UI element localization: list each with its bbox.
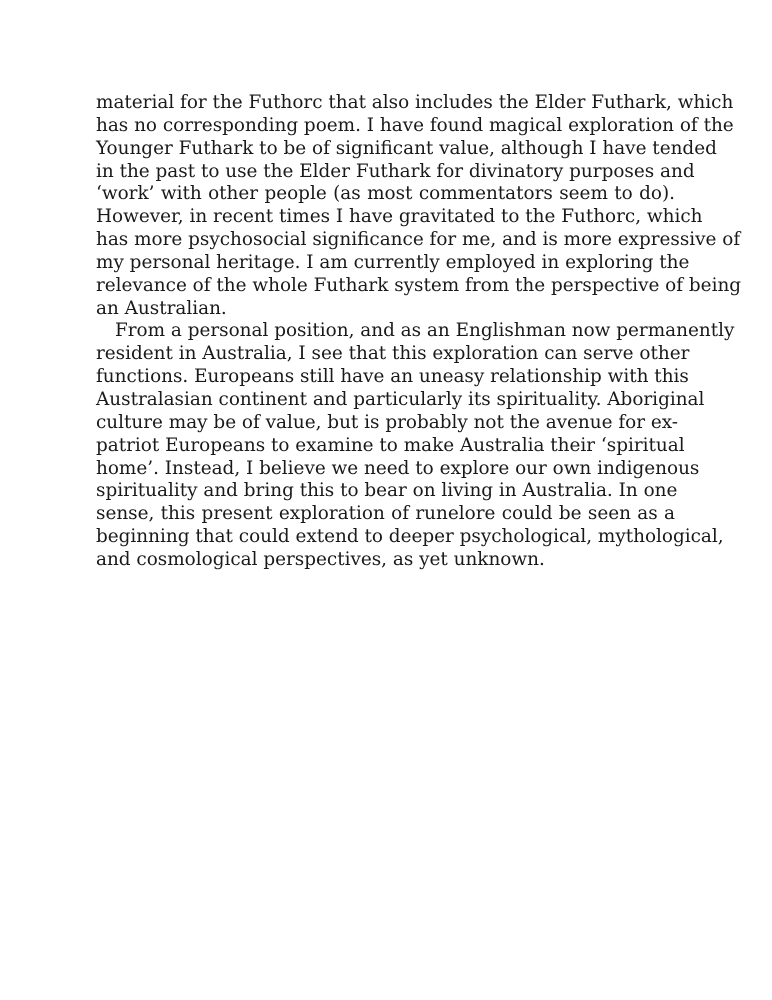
text-line: From a personal position, and as an Englishman now permanently: [115, 320, 735, 342]
text-line: relevance of the whole Futhark system from the perspective of being: [96, 274, 742, 296]
text-line: patriot Europeans to examine to make Australia their ‘spiritual: [96, 434, 685, 456]
text-line: functions. Europeans still have an uneasy relationship with this: [96, 366, 689, 388]
text-line: Australasian continent and particularly its spirituality. Aboriginal: [96, 388, 705, 410]
text-line: material for the Futhorc that also includes the Elder Futhark, which: [96, 92, 734, 113]
paragraph-1: [96, 92, 742, 320]
text-line: culture may be of value, but is probably not the avenue for ex-: [96, 411, 679, 433]
text-line: an Australian.: [96, 297, 227, 319]
text-line: sense, this present exploration of runelore could be seen as a: [96, 503, 675, 525]
body-text: [96, 92, 742, 572]
text-line: has no corresponding poem. I have found magical exploration of the: [96, 114, 734, 136]
text-line: resident in Australia, I see that this exploration can serve other: [96, 343, 690, 365]
text-line: Younger Futhark to be of significant value, although I have tended: [96, 137, 717, 159]
paragraph-2: [96, 320, 735, 571]
text-line: my personal heritage. I am currently employed in exploring the: [96, 251, 690, 273]
text-line: ‘work’ with other people (as most commentators seem to do).: [96, 183, 675, 205]
text-line: and cosmological perspectives, as yet unknown.: [96, 548, 545, 570]
text-line: However, in recent times I have gravitated to the Futhorc, which: [96, 206, 703, 228]
text-line: beginning that could extend to deeper psychological, mythological,: [96, 526, 724, 548]
text-line: spirituality and bring this to bear on living in Australia. In one: [96, 480, 678, 502]
text-line: home’. Instead, I believe we need to explore our own indigenous: [96, 457, 700, 479]
text-line: has more psychosocial significance for me, and is more expressive of: [96, 229, 741, 251]
text-line: in the past to use the Elder Futhark for divinatory purposes and: [96, 160, 695, 182]
